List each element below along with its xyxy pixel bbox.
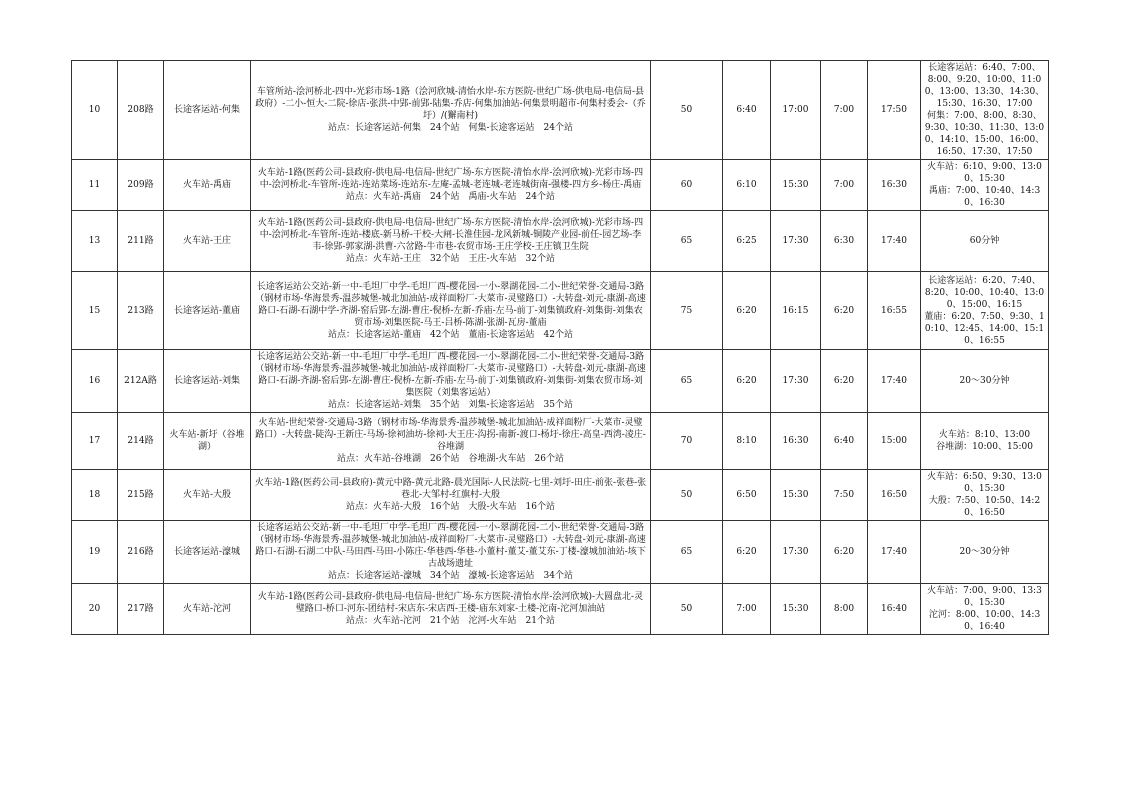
stop-count-text: 站点：火车站-大殷 16个站 大殷-火车站 16个站 [346, 502, 555, 512]
fare-cell: 70 [651, 413, 723, 470]
route-name-cell: 214路 [118, 413, 164, 470]
fare-cell: 65 [651, 350, 723, 413]
terminals-cell: 火车站-沱河 [164, 584, 251, 635]
table-row [72, 211, 1049, 272]
route-number-cell: 17 [72, 413, 118, 470]
route-name-cell: 216路 [118, 521, 164, 584]
route-path-cell [251, 584, 651, 635]
route-path-text: 车管所站-浍河桥北-四中-光彩市场-1路（浍河欣城-清怡水岸-东方医院-世纪广场-供电局-电信局-县政府）-二小-恒大-二院-徐店-张洪-中郢-前郢-陆集-乔店-何集加油站-何集景明超市-何集村委会-（乔圩）/(獬南村) [255, 87, 646, 121]
return-first-departure-cell: 7:00 [821, 160, 868, 211]
return-last-departure-cell: 16:50 [868, 470, 921, 521]
schedule-line: 20～30分钟 [959, 376, 1010, 386]
schedule-line: 火车站：6:50、9:30、13:00、15:30 [927, 472, 1042, 494]
fare-cell: 50 [651, 61, 723, 160]
fare-cell: 60 [651, 160, 723, 211]
schedule-cell [921, 350, 1049, 413]
schedule-cell [921, 521, 1049, 584]
stop-count-text: 站点：火车站-沱河 21个站 沱河-火车站 21个站 [346, 616, 555, 626]
route-path-cell [251, 521, 651, 584]
route-number-cell: 16 [72, 350, 118, 413]
schedule-line: 禹庙：7:00、10:40、14:30、16:30 [928, 186, 1041, 208]
route-path-cell [251, 160, 651, 211]
terminals-cell: 长途客运站-濠城 [164, 521, 251, 584]
first-departure-cell: 6:10 [723, 160, 771, 211]
route-path-text: 火车站-世纪荣誉-交通局-3路（钢材市场-华海景秀-温莎城堡-城北加油站-成祥面粉厂-大菜市-灵璧路口）-大转盘-陡沟-王新庄-马场-徐祠油坊-徐祠-大王庄-沟拐-南新-渡口-杨圩-徐庄-高皇-西湾-凌庄-谷堆湖 [255, 418, 646, 452]
route-path-text: 长途客运站公交站-新一中-毛坦厂中学-毛坦厂西-樱花园-一小-翠湖花园-二小-世纪荣誉-交通局-3路（钢材市场-华海景秀-温莎城堡-城北加油站-成祥面粉厂-大菜市-灵璧路口）-大转盘-刘元-康湖-高速路口-石湖-石湖中学-齐湖-窑后郢-左湖-曹庄-倪桥-左新-乔庙-左马-前丁-刘集镇政府-刘集街-刘集农贸市场-刘集医院-马王-吕桥-陈湖-张湖-瓦房-董庙 [255, 281, 646, 328]
schedule-line: 董庙：6:20、7:50、9:30、10:10、12:45、14:00、15:10、16:55 [924, 311, 1045, 346]
schedule-line: 20～30分钟 [959, 547, 1010, 557]
terminals-cell: 火车站-王庄 [164, 211, 251, 272]
schedule-cell [921, 413, 1049, 470]
route-path-text: 火车站-1路(医药公司-县政府-供电局-电信局-世纪广场-东方医院-清怡水岸-浍河欣城)-大圆盘北-灵璧路口-桥口-河东-团结村-宋店东-宋店西-王楼-庙东刘家-土楼-沱南-沱河加油站 [257, 592, 644, 614]
fare-cell: 65 [651, 521, 723, 584]
route-number-cell: 13 [72, 211, 118, 272]
schedule-line: 大殷：7:50、10:50、14:20、16:50 [928, 496, 1041, 518]
return-first-departure-cell: 8:00 [821, 584, 868, 635]
route-number-cell: 11 [72, 160, 118, 211]
schedule-cell [921, 211, 1049, 272]
route-number-cell: 15 [72, 272, 118, 350]
route-name-cell: 212A路 [118, 350, 164, 413]
stop-count-text: 站点：火车站-谷堆湖 26个站 谷堆湖-火车站 26个站 [337, 454, 564, 464]
table-row [72, 61, 1049, 160]
schedule-line: 火车站：6:10、9:00、13:00、15:30 [927, 162, 1042, 184]
route-number-cell: 18 [72, 470, 118, 521]
table-row [72, 584, 1049, 635]
schedule-cell [921, 584, 1049, 635]
schedule-line: 长途客运站：6:20、7:40、8:20、10:00、10:40、13:00、15:00、16:15 [924, 275, 1045, 310]
route-path-cell [251, 470, 651, 521]
stop-count-text: 站点：长途客运站-董庙 42个站 董庙-长途客运站 42个站 [328, 329, 573, 340]
return-last-departure-cell: 17:40 [868, 211, 921, 272]
table-body [72, 61, 1049, 635]
schedule-cell [921, 272, 1049, 350]
terminals-cell: 长途客运站-何集 [164, 61, 251, 160]
route-name-cell: 208路 [118, 61, 164, 160]
last-departure-cell: 17:30 [771, 350, 821, 413]
schedule-line: 何集：7:00、8:00、8:30、9:30、10:30、11:30、13:00、14:10、15:00、16:00、16:50、17:30、17:50 [924, 111, 1045, 157]
last-departure-cell: 17:30 [771, 521, 821, 584]
return-last-departure-cell: 16:30 [868, 160, 921, 211]
route-name-cell: 217路 [118, 584, 164, 635]
bus-route-table [71, 60, 1049, 635]
return-last-departure-cell: 17:50 [868, 61, 921, 160]
fare-cell: 75 [651, 272, 723, 350]
table-row [72, 350, 1049, 413]
route-path-text: 火车站-1路(医药公司-县政府-供电局-电信局-世纪广场-东方医院-清怡水岸-浍河欣城)-光彩市场-四中-浍河桥北-车管所-连站-楼底-新马桥-干校-大闸-长淮佳园-龙风新城-铜陵产业园-前任-园艺场-李韦-徐郢-郭家湖-洪曹-六岔路-牛市巷-农贸市场-王庄学校-王庄镇卫生院 [257, 218, 644, 252]
stop-count-text: 站点：长途客运站-刘集 35个站 刘集-长途客运站 35个站 [328, 400, 573, 410]
return-last-departure-cell: 15:00 [868, 413, 921, 470]
route-path-cell [251, 61, 651, 160]
terminals-cell: 火车站-新圩（谷堆湖） [164, 413, 251, 470]
first-departure-cell: 6:20 [723, 272, 771, 350]
route-path-text: 长途客运站公交站-新一中-毛坦厂中学-毛坦厂西-樱花园-一小-翠湖花园-二小-世纪荣誉-交通局-3路（钢材市场-华海景秀-温莎城堡-城北加油站-成祥面粉厂-大菜市-灵璧路口）-大转盘-刘元-康湖-高速路口-石湖-石湖二中队-马田西-马田-小陈庄-华巷西-华巷-小董村-董艾-董艾东-丁楼-濠城加油站-垓下古战场遗址 [255, 523, 646, 569]
last-departure-cell: 17:30 [771, 211, 821, 272]
first-departure-cell: 6:20 [723, 350, 771, 413]
first-departure-cell: 6:50 [723, 470, 771, 521]
last-departure-cell: 16:30 [771, 413, 821, 470]
route-name-cell: 215路 [118, 470, 164, 521]
table-row [72, 413, 1049, 470]
terminals-cell: 长途客运站-董庙 [164, 272, 251, 350]
route-path-cell [251, 211, 651, 272]
route-path-cell [251, 413, 651, 470]
schedule-line: 火车站：8:10、13:00 [938, 430, 1031, 440]
stop-count-text: 站点：长途客运站-何集 24个站 何集-长途客运站 24个站 [328, 123, 573, 133]
table-row [72, 160, 1049, 211]
return-last-departure-cell: 17:40 [868, 350, 921, 413]
stop-count-text: 站点：火车站-禹庙 24个站 禹庙-火车站 24个站 [346, 192, 555, 202]
schedule-line: 长途客运站：6:40、7:00、8:00、9:20、10:00、11:00、13:00、13:30、14:30、15:30、16:30、17:00 [924, 63, 1045, 109]
last-departure-cell: 17:00 [771, 61, 821, 160]
schedule-line: 谷堆湖：10:00、15:00 [936, 442, 1033, 452]
return-first-departure-cell: 6:30 [821, 211, 868, 272]
terminals-cell: 火车站-禹庙 [164, 160, 251, 211]
route-name-cell: 211路 [118, 211, 164, 272]
route-number-cell: 19 [72, 521, 118, 584]
return-first-departure-cell: 6:40 [821, 413, 868, 470]
table-row [72, 272, 1049, 350]
return-last-departure-cell: 17:40 [868, 521, 921, 584]
schedule-line: 60分钟 [969, 236, 1000, 246]
first-departure-cell: 8:10 [723, 413, 771, 470]
stop-count-text: 站点：火车站-王庄 32个站 王庄-火车站 32个站 [346, 254, 555, 264]
first-departure-cell: 6:20 [723, 521, 771, 584]
terminals-cell: 火车站-大殷 [164, 470, 251, 521]
schedule-cell [921, 61, 1049, 160]
fare-cell: 50 [651, 584, 723, 635]
schedule-line: 火车站：7:00、9:00、13:30、15:30 [927, 586, 1042, 608]
route-path-text: 火车站-1路(医药公司-县政府)-黄元中路-黄元北路-晨光国际-人民法院-七里-刘圩-田庄-前张-张巷-张巷北-大邹村-红旗村-大殷 [254, 478, 647, 500]
return-first-departure-cell: 6:20 [821, 272, 868, 350]
route-path-text: 长途客运站公交站-新一中-毛坦厂中学-毛坦厂西-樱花园-一小-翠湖花园-二小-世纪荣誉-交通局-3路（钢材市场-华海景秀-温莎城堡-城北加油站-成祥面粉厂-大菜市-灵璧路口）-大转盘-刘元-康湖-高速路口-石湖-齐湖-窑后郢-左湖-曹庄-倪桥-左新-乔庙-左马-前丁-刘集镇政府-刘集街-刘集农贸市场-刘集医院（刘集客运站） [255, 352, 646, 398]
first-departure-cell: 6:25 [723, 211, 771, 272]
route-path-text: 火车站-1路(医药公司-县政府-供电局-电信局-世纪广场-东方医院-清怡水岸-浍河欣城)-光彩市场-四中-浍河桥北-车管所-连站-连站菜场-连站东-左庵-孟城-老连城-老连城街南-强楼-四方乡-杨庄-禹庙 [257, 168, 644, 190]
schedule-cell [921, 470, 1049, 521]
route-name-cell: 213路 [118, 272, 164, 350]
schedule-cell [921, 160, 1049, 211]
table-row [72, 521, 1049, 584]
return-first-departure-cell: 7:50 [821, 470, 868, 521]
first-departure-cell: 6:40 [723, 61, 771, 160]
last-departure-cell: 15:30 [771, 584, 821, 635]
fare-cell: 50 [651, 470, 723, 521]
last-departure-cell: 15:30 [771, 470, 821, 521]
return-first-departure-cell: 6:20 [821, 350, 868, 413]
route-path-cell [251, 272, 651, 350]
schedule-line: 沱河：8:00、10:00、14:30、16:40 [928, 610, 1041, 632]
return-last-departure-cell: 16:40 [868, 584, 921, 635]
last-departure-cell: 15:30 [771, 160, 821, 211]
return-last-departure-cell: 16:55 [868, 272, 921, 350]
return-first-departure-cell: 7:00 [821, 61, 868, 160]
terminals-cell: 长途客运站-刘集 [164, 350, 251, 413]
route-name-cell: 209路 [118, 160, 164, 211]
first-departure-cell: 7:00 [723, 584, 771, 635]
stop-count-text: 站点：长途客运站-濠城 34个站 濠城-长途客运站 34个站 [328, 571, 573, 581]
route-number-cell: 20 [72, 584, 118, 635]
route-number-cell: 10 [72, 61, 118, 160]
route-path-cell [251, 350, 651, 413]
table-row [72, 470, 1049, 521]
return-first-departure-cell: 6:20 [821, 521, 868, 584]
last-departure-cell: 16:15 [771, 272, 821, 350]
fare-cell: 65 [651, 211, 723, 272]
